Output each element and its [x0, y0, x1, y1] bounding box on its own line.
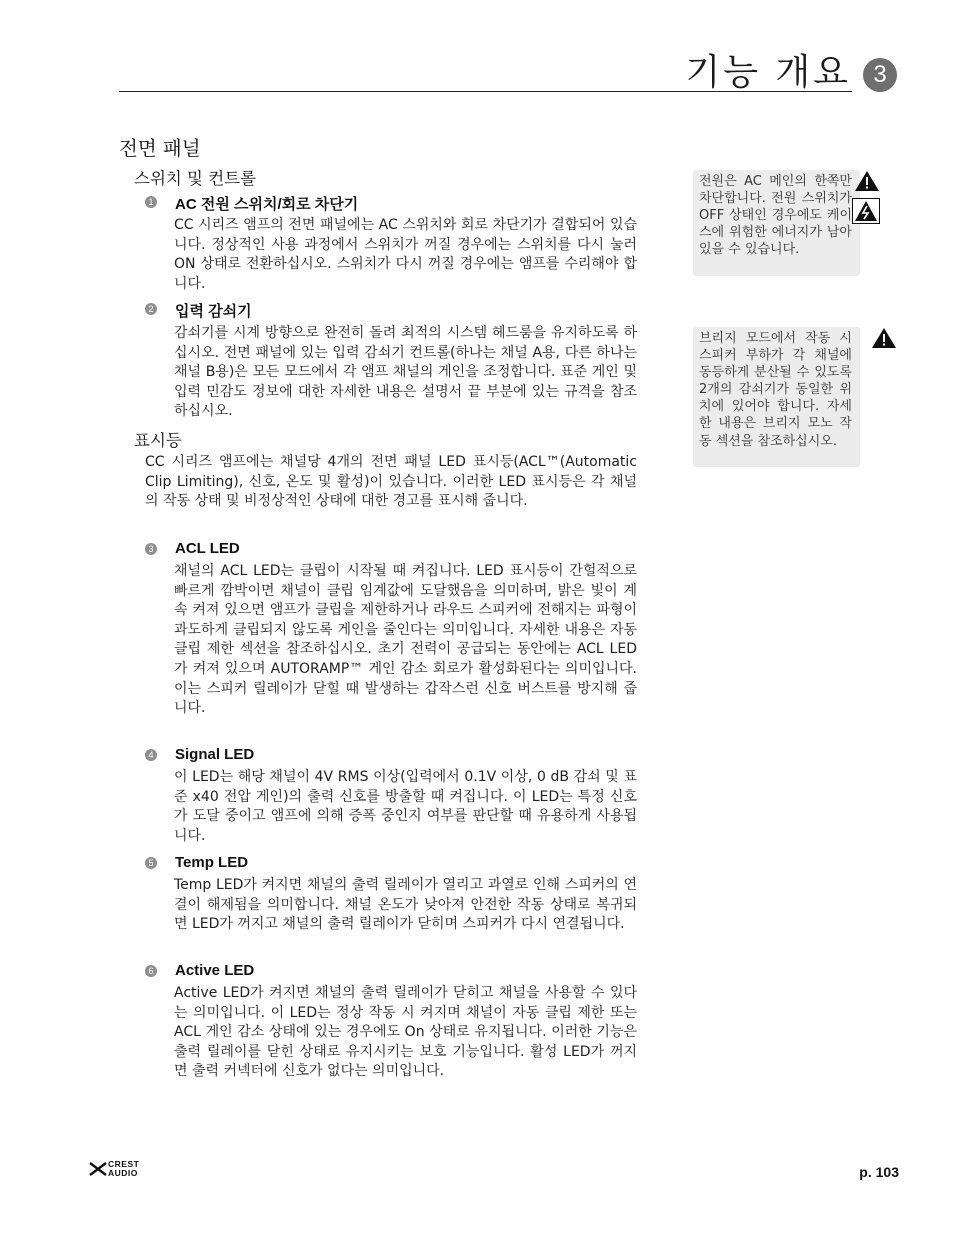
item-number-badge: 2: [145, 303, 157, 315]
warning-triangle-icon: [854, 170, 880, 192]
warning-note-bridge: [693, 327, 860, 467]
chapter-title: 기능 개요: [685, 52, 851, 93]
note-text: 전원은 AC 메인의 한쪽만 차단합니다. 전원 스위치가 OFF 상태인 경우에도 케이스에 위험한 에너지가 남아 있을 수 있습니다.: [699, 174, 852, 258]
logo-text-audio: AUDIO: [108, 1167, 138, 1178]
item-body: 채널의 ACL LED는 클립이 시작될 때 켜집니다. LED 표시등이 간헐적으로 빠르게 깜박이면 채널이 클립 임계값에 도달했음을 의미하며, 밝은 빛이 계속 켜져 있으면 앰프가 클립을 제한하거나 라우드 스피커에 전해지는 파형이 과도하게 클립되지 않도록 게인을 줄인다는 의미입니다. 자세한 내용은 자동 클립 제한 섹션을 참조하십시오. 초기 전력이 공급되는 동안에는 ACL LED가 켜져 있으며 AUTORAMP™ 게인 감소 회로가 활성화된다는 의미입니다. 이는 스피커 릴레이가 닫힐 때 발생하는 갑작스런 신호 버스트를 방지해 줍니다.: [174, 563, 637, 717]
section-title: 전면 패널: [119, 137, 201, 160]
crest-logo-mark-icon: [89, 1161, 107, 1177]
warning-triangle-icon: [871, 327, 897, 349]
item-number-badge: 6: [145, 965, 157, 977]
page-header: [119, 52, 897, 96]
item-title: Temp LED: [175, 854, 249, 871]
crest-audio-logo: [89, 1160, 159, 1178]
item-number-badge: 1: [145, 196, 157, 208]
electric-shock-icon: [852, 198, 880, 224]
chapter-number-badge: 3: [863, 58, 897, 92]
header-rule: [119, 91, 852, 92]
item-number-badge: 5: [145, 857, 157, 869]
indicators-heading: 표시등: [134, 431, 182, 450]
item-title: Active LED: [175, 962, 255, 979]
item-body: Active LED가 켜지면 채널의 출력 릴레이가 닫히고 채널을 사용할 수 있다는 의미입니다. 이 LED는 정상 작동 시 켜지며 채널이 자동 클립 제한 또는 ACL 게인 감소 상태에 있는 경우에도 On 상태로 유지됩니다. 이러한 기능은 출력 릴레이를 닫힌 상태로 유지시키는 보호 기능입니다. 활성 LED가 꺼지면 출력 커넥터에 신호가 없다는 의미입니다.: [174, 985, 637, 1080]
page-number: p. 103: [859, 1164, 899, 1180]
item-body: 이 LED는 해당 채널이 4V RMS 이상(입력에서 0.1V 이상, 0 dB 감쇠 및 표준 x40 전압 게인)의 출력 신호를 방출할 때 켜집니다. 이 LED는 특정 신호가 도달 중이고 앰프에 의해 증폭 중인지 여부를 판단할 때 유용하게 사용됩니다.: [174, 769, 637, 844]
item-title: ACL LED: [175, 540, 240, 557]
item-number-badge: 3: [145, 543, 157, 555]
item-number-badge: 4: [145, 749, 157, 761]
item-title: Signal LED: [175, 746, 255, 763]
item-title: 입력 감쇠기: [175, 303, 252, 320]
warning-note-power: [693, 170, 860, 276]
item-body: 감쇠기를 시계 방향으로 완전히 돌려 최적의 시스템 헤드룸을 유지하도록 하십시오. 전면 패널에 있는 입력 감쇠기 컨트롤(하나는 채널 A용, 다른 하나는 채널 B용)은 모든 모드에서 각 앰프 채널의 게인을 조정합니다. 표준 게인 및 입력 민감도 정보에 대한 자세한 내용은 설명서 끝 부분에 있는 규격을 참조하십시오.: [174, 325, 637, 420]
item-title: AC 전원 스위치/회로 차단기: [175, 196, 359, 213]
indicators-intro: CC 시리즈 앰프에는 채널당 4개의 전면 패널 LED 표시등(ACL™(Automatic Clip Limiting), 신호, 온도 및 활성)이 있습니다. 이러한 LED 표시등은 각 채널의 작동 상태 및 비정상적인 상태에 대한 경고를 표시해 줍니다.: [145, 454, 637, 510]
note-text: 브리지 모드에서 작동 시 스피커 부하가 각 채널에 동등하게 분산될 수 있도록 2개의 감쇠기가 동일한 위치에 있어야 합니다. 자세한 내용은 브리지 모노 작동 섹션을 참조하십시오.: [699, 331, 852, 449]
item-body: CC 시리즈 앰프의 전면 패널에는 AC 스위치와 회로 차단기가 결합되어 있습니다. 정상적인 사용 과정에서 스위치가 꺼질 경우에는 스위치를 다시 눌러 ON 상태로 전환하십시오. 스위치가 다시 꺼질 경우에는 앰프를 수리해야 합니다.: [174, 217, 637, 292]
logo-text-crest: CREST: [108, 1159, 140, 1169]
item-body: Temp LED가 켜지면 채널의 출력 릴레이가 열리고 과열로 인해 스피커의 연결이 해제됨을 의미합니다. 채널 온도가 낮아져 안전한 작동 상태로 복귀되면 LED가 꺼지고 채널의 출력 릴레이가 닫히며 스피커가 다시 연결됩니다.: [174, 877, 637, 933]
switches-heading: 스위치 및 컨트롤: [134, 169, 257, 188]
